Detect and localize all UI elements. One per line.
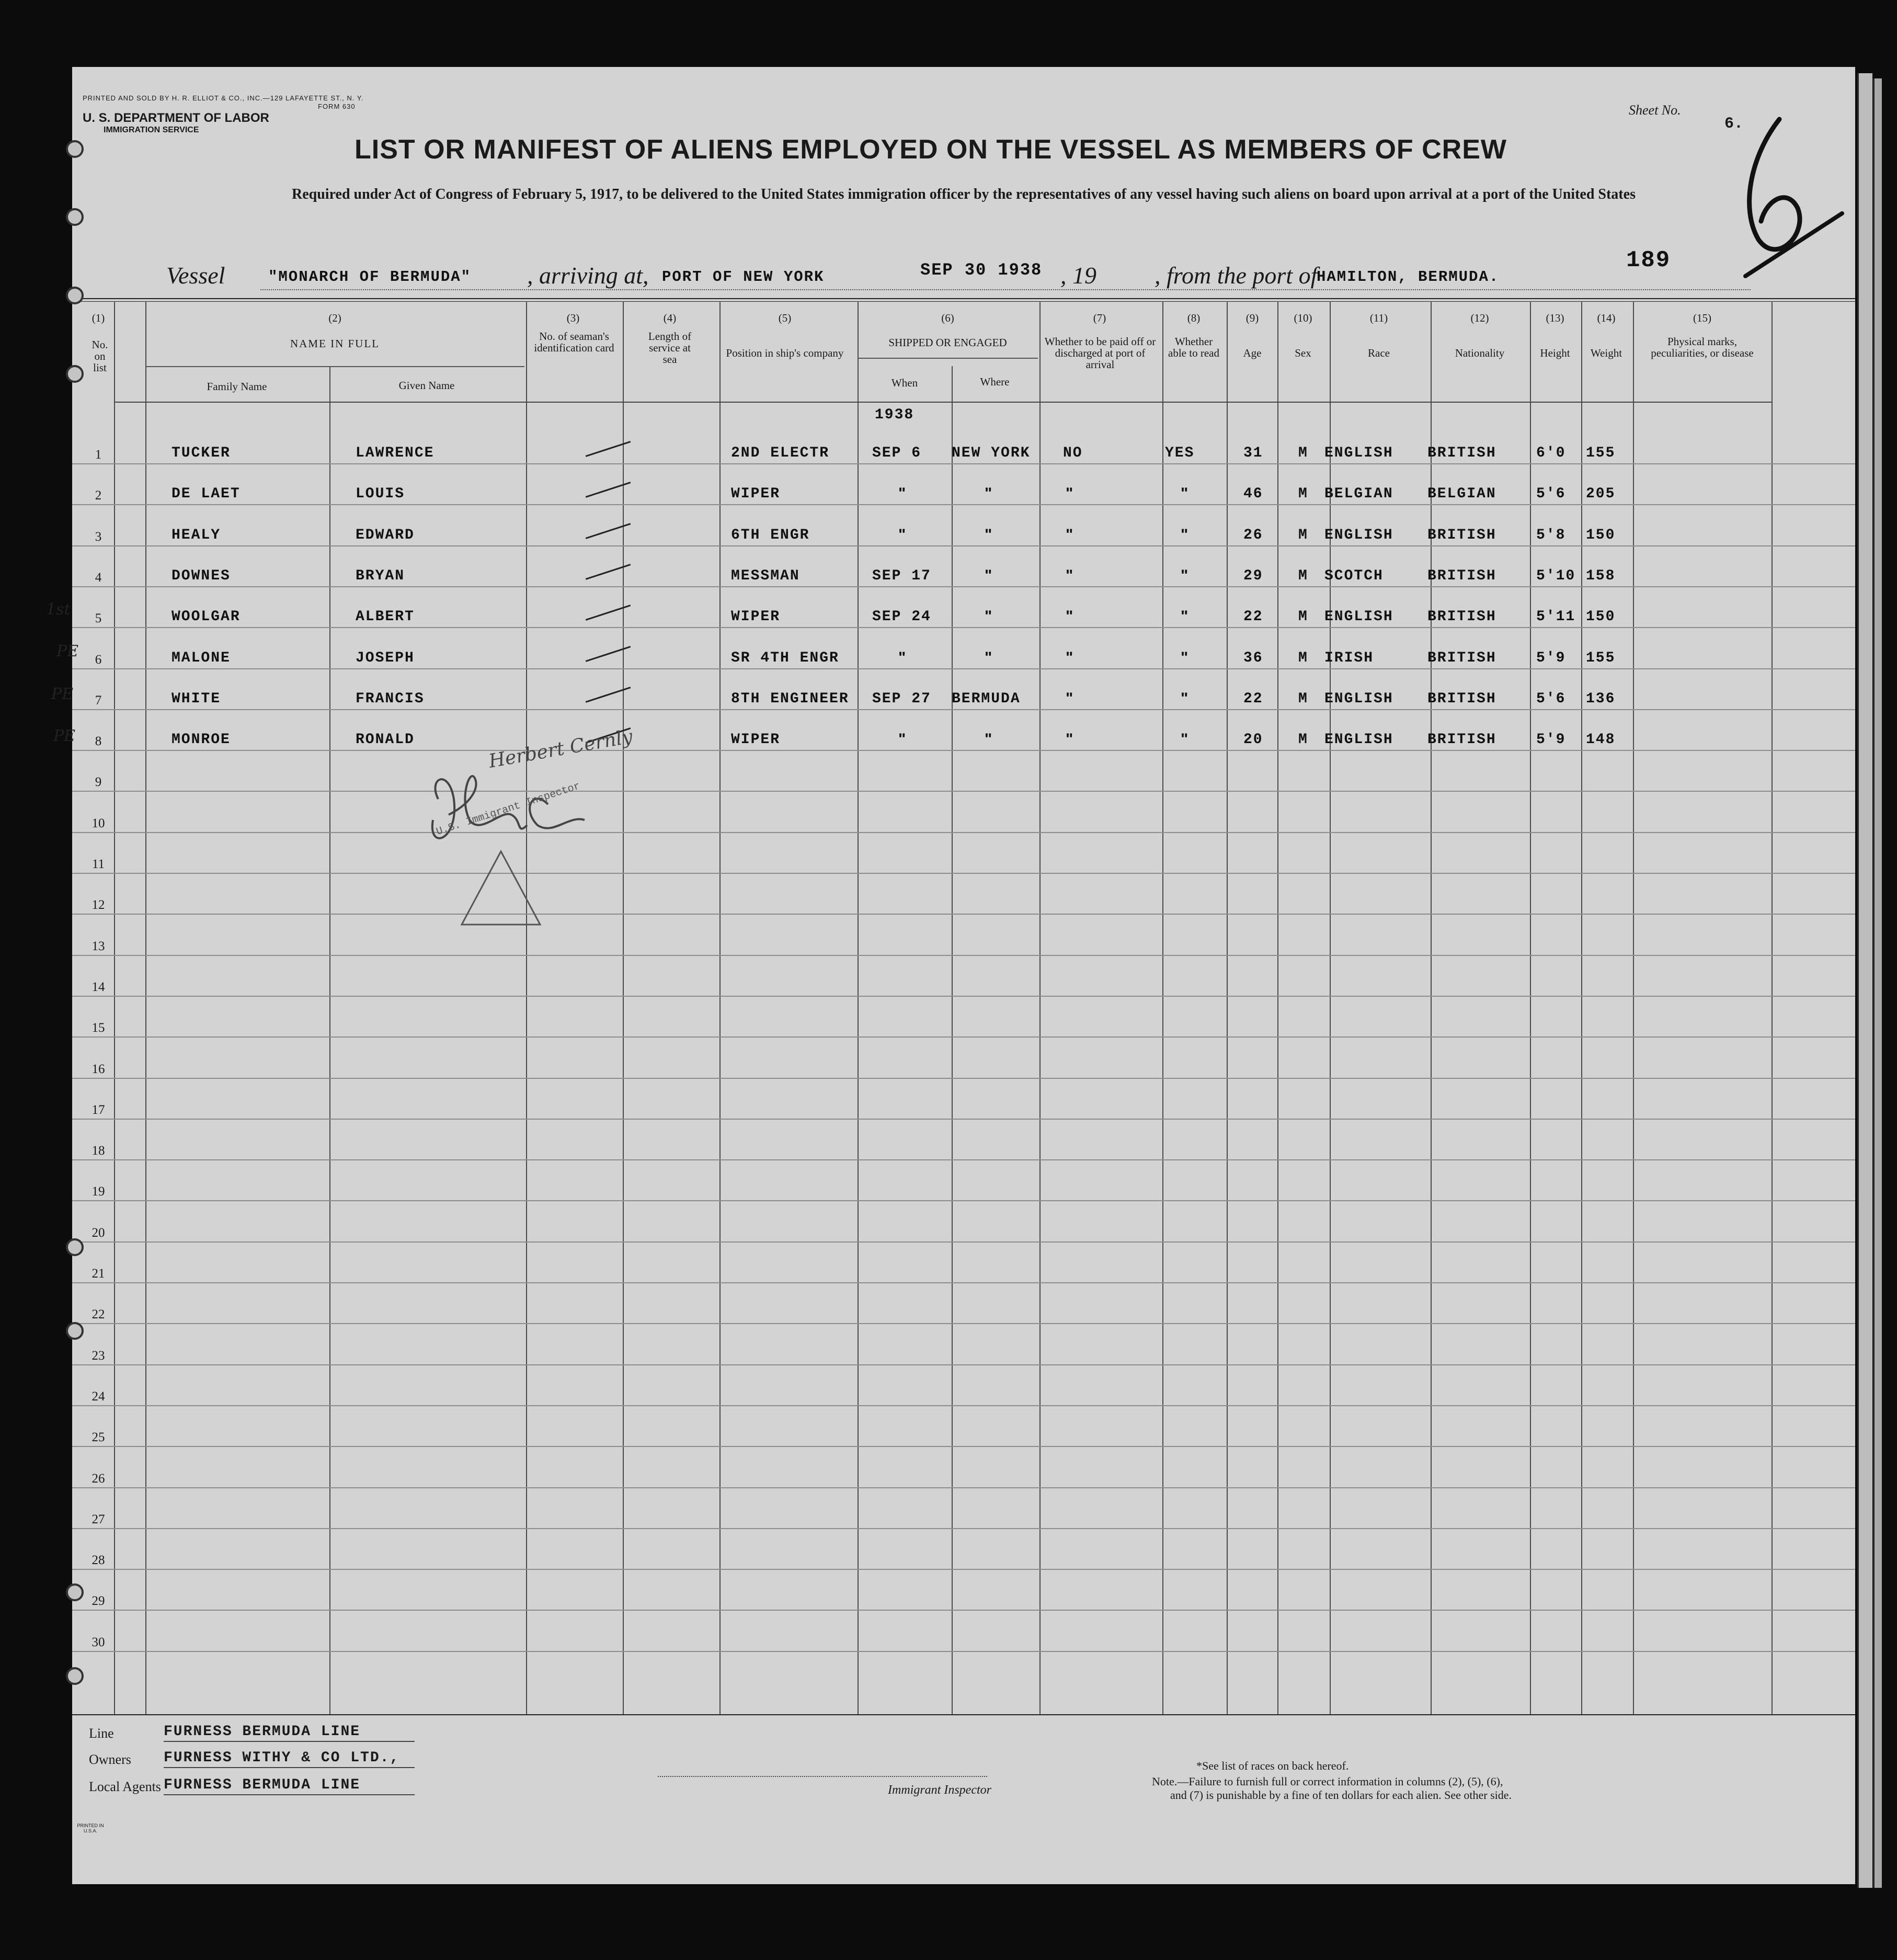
col11-num: (11): [1369, 312, 1388, 324]
family-name-header: Family Name: [207, 380, 267, 393]
cell-nat: BRITISH: [1427, 567, 1496, 584]
cell-weight: 148: [1586, 732, 1616, 748]
row-number: 2: [95, 488, 102, 503]
margin-note: PE: [51, 685, 74, 703]
row-number: 23: [92, 1348, 105, 1363]
list-number: 189: [1626, 247, 1671, 274]
row-rule: [72, 832, 1855, 833]
cell-given: LOUIS: [356, 486, 405, 503]
col14-header: Weight: [1590, 347, 1622, 359]
cell-race: BELGIAN: [1324, 486, 1393, 503]
column-rule: [526, 301, 527, 1714]
col14-num: (14): [1597, 312, 1616, 324]
cell-nat: BRITISH: [1427, 732, 1496, 748]
cell-weight: 150: [1586, 609, 1616, 625]
col13-num: (13): [1546, 312, 1564, 324]
column-rule: [145, 301, 146, 1714]
cell-where: ": [985, 526, 992, 543]
cell-height: 5'11: [1536, 609, 1576, 625]
column-rule: [858, 301, 859, 1714]
card-dash: [586, 605, 631, 621]
cell-age: 46: [1243, 486, 1263, 503]
cell-nat: BELGIAN: [1427, 486, 1496, 503]
cell-where: ": [985, 566, 992, 584]
cell-given: ALBERT: [356, 609, 415, 625]
cell-read: ": [1181, 566, 1189, 584]
arrival-date: SEP 30 1938: [920, 260, 1043, 280]
cell-height: 5'9: [1536, 649, 1566, 666]
card-dash: [586, 564, 631, 580]
cell-nat: BRITISH: [1427, 609, 1496, 625]
from-port: HAMILTON, BERMUDA.: [1317, 268, 1500, 286]
row-rule: [72, 873, 1855, 874]
cell-where: NEW YORK: [952, 445, 1031, 461]
owners-value: FURNESS WITHY & CO LTD.,: [164, 1750, 415, 1768]
cell-given: BRYAN: [356, 567, 405, 584]
cell-position: SR 4TH ENGR: [731, 649, 839, 666]
row-rule: [72, 791, 1855, 792]
punch-hole: [66, 287, 84, 304]
cell-nat: BRITISH: [1427, 649, 1496, 666]
column-rule: [1162, 301, 1163, 1714]
col7-num: (7): [1093, 312, 1106, 324]
cell-height: 5'6: [1536, 486, 1566, 503]
cell-paid: NO: [1063, 445, 1083, 461]
cell-age: 20: [1243, 732, 1263, 748]
row-rule: [72, 504, 1855, 505]
row-number: 6: [95, 652, 102, 667]
col1-header: No. on list: [92, 338, 108, 374]
row-number: 21: [92, 1267, 105, 1281]
row-rule: [72, 1282, 1855, 1283]
table-top-rule: [72, 298, 1855, 299]
punch-hole: [66, 1322, 84, 1340]
cell-given: JOSEPH: [356, 649, 415, 666]
margin-note: PE: [56, 642, 79, 660]
col8-num: (8): [1187, 312, 1201, 324]
cell-weight: 205: [1586, 486, 1616, 503]
cell-given: FRANCIS: [356, 690, 425, 707]
row-number: 12: [92, 898, 105, 913]
line-value: FURNESS BERMUDA LINE: [164, 1724, 415, 1742]
page-edge: [1873, 78, 1882, 1888]
col8-header: Whether able to read: [1168, 335, 1219, 359]
punch-hole: [66, 365, 84, 383]
row-rule: [72, 586, 1855, 587]
agents-value: FURNESS BERMUDA LINE: [164, 1777, 415, 1795]
col11-header: Race: [1368, 347, 1390, 359]
cell-when: SEP 24: [872, 609, 931, 625]
row-rule: [72, 668, 1855, 669]
cell-family: MALONE: [172, 649, 231, 666]
col7-header: Whether to be paid off or discharged at port of arrival: [1044, 335, 1156, 371]
row-rule: [72, 627, 1855, 628]
column-rule: [1330, 301, 1331, 1714]
row-number: 29: [92, 1594, 105, 1609]
row-number: 8: [95, 734, 102, 749]
cell-sex: M: [1298, 527, 1308, 543]
margin-note: PE: [53, 727, 76, 745]
cell-paid: ": [1066, 485, 1073, 503]
cell-given: RONALD: [356, 732, 415, 748]
col9-num: (9): [1245, 312, 1259, 324]
cell-age: 26: [1243, 527, 1263, 543]
row-number: 26: [92, 1471, 105, 1486]
column-rule: [1633, 301, 1634, 1714]
department: U. S. DEPARTMENT OF LABOR: [83, 111, 269, 125]
cell-when: SEP 27: [872, 690, 931, 707]
cell-height: 5'10: [1536, 567, 1576, 584]
cell-paid: ": [1066, 648, 1073, 666]
cell-where: ": [985, 731, 992, 748]
cell-race: ENGLISH: [1324, 690, 1393, 707]
cell-race: ENGLISH: [1324, 609, 1393, 625]
card-dash: [586, 482, 631, 498]
row-number: 25: [92, 1430, 105, 1445]
margin-note: 1st: [46, 600, 71, 619]
cell-weight: 155: [1586, 445, 1616, 461]
cell-where: BERMUDA: [952, 690, 1021, 707]
row-rule: [72, 463, 1855, 464]
card-dash: [586, 523, 631, 539]
row-number: 30: [92, 1635, 105, 1649]
cell-given: EDWARD: [356, 527, 415, 543]
page-subtitle: Required under Act of Congress of February 5, 1917, to be delivered to the United States immigration officer by the representatives of any vessel having such aliens on board upon arrival at a port of the United States: [292, 186, 1636, 202]
cell-family: TUCKER: [172, 445, 231, 461]
owners-label: Owners: [89, 1752, 131, 1767]
cell-race: IRISH: [1324, 649, 1374, 666]
column-rule: [1227, 301, 1228, 1714]
cell-family: DOWNES: [172, 567, 231, 584]
cell-height: 5'9: [1536, 732, 1566, 748]
cell-when: SEP 17: [872, 567, 931, 584]
column-rule: [1581, 301, 1582, 1714]
row-rule: [72, 1323, 1855, 1324]
cell-age: 36: [1243, 649, 1263, 666]
cell-where: ": [985, 648, 992, 666]
cell-read: YES: [1165, 445, 1195, 461]
stamp-signature: Herbert Cernly: [487, 726, 634, 772]
col12-header: Nationality: [1455, 347, 1505, 359]
col5-header: Position in ship's company: [726, 347, 844, 359]
col6-divider: [858, 358, 1038, 359]
row-rule: [72, 1119, 1855, 1120]
cell-position: WIPER: [731, 486, 781, 503]
col9-header: Age: [1243, 347, 1262, 359]
vessel-label: Vessel: [166, 262, 225, 289]
cell-read: ": [1181, 526, 1189, 543]
cell-nat: BRITISH: [1427, 445, 1496, 461]
cell-paid: ": [1066, 731, 1073, 748]
row-rule: [72, 1610, 1855, 1611]
cell-position: MESSMAN: [731, 567, 800, 584]
cell-age: 22: [1243, 609, 1263, 625]
cell-sex: M: [1298, 732, 1308, 748]
row-rule: [72, 1036, 1855, 1038]
col12-num: (12): [1470, 312, 1489, 324]
row-rule: [72, 1528, 1855, 1529]
card-dash: [586, 441, 631, 457]
cell-position: 2ND ELECTR: [731, 445, 830, 461]
column-rule: [952, 366, 953, 1714]
row-number: 18: [92, 1144, 105, 1158]
page-title: LIST OR MANIFEST OF ALIENS EMPLOYED ON THE VESSEL AS MEMBERS OF CREW: [355, 134, 1507, 165]
row-rule: [72, 1364, 1855, 1365]
col15-num: (15): [1693, 312, 1711, 324]
inspector-signature-line: [658, 1776, 987, 1777]
cell-when: SEP 6: [872, 445, 922, 461]
page-edge: [1857, 73, 1872, 1888]
punch-hole: [66, 1583, 84, 1601]
cell-weight: 150: [1586, 527, 1616, 543]
row-number: 5: [95, 611, 102, 626]
cell-when: ": [898, 731, 906, 748]
col3-num: (3): [566, 312, 580, 324]
form-number: FORM 630: [318, 102, 356, 110]
cell-position: WIPER: [731, 732, 781, 748]
printer-line: PRINTED AND SOLD BY H. R. ELLIOT & CO., INC.—129 LAFAYETTE ST., N. Y.: [83, 94, 364, 102]
stamp-text: U.S. Immigrant Inspector: [435, 780, 582, 838]
col1-num: (1): [92, 312, 105, 324]
row-number: 19: [92, 1184, 105, 1199]
arriving-label: , arriving at,: [527, 262, 649, 289]
year-label: , 19: [1060, 262, 1096, 289]
cell-nat: BRITISH: [1427, 690, 1496, 707]
col6-header: SHIPPED OR ENGAGED: [888, 336, 1007, 349]
cell-weight: 136: [1586, 690, 1616, 707]
row-number: 11: [92, 857, 105, 871]
row-number: 7: [95, 693, 102, 708]
when-header: When: [891, 377, 918, 389]
vessel-underline: [260, 289, 1751, 290]
row-number: 17: [92, 1102, 105, 1117]
row-number: 4: [95, 570, 102, 585]
cell-age: 31: [1243, 445, 1263, 461]
col10-num: (10): [1294, 312, 1312, 324]
cell-age: 22: [1243, 690, 1263, 707]
col10-header: Sex: [1295, 347, 1311, 359]
col6-num: (6): [941, 312, 954, 324]
cell-race: SCOTCH: [1324, 567, 1384, 584]
column-rule: [1772, 301, 1773, 1714]
column-rule: [114, 301, 115, 1714]
row-rule: [72, 1569, 1855, 1570]
arrival-port: PORT OF NEW YORK: [662, 268, 825, 286]
cell-when: ": [898, 526, 906, 543]
stamp-drawing: [417, 757, 616, 966]
row-number: 13: [92, 939, 105, 953]
row-rule: [72, 955, 1855, 956]
cell-when: ": [898, 485, 906, 503]
col4-header: Length of service at sea: [648, 330, 692, 366]
punch-hole: [66, 1238, 84, 1256]
where-header: Where: [980, 375, 1010, 388]
cell-weight: 155: [1586, 649, 1616, 666]
row-rule: [72, 1487, 1855, 1488]
cell-sex: M: [1298, 567, 1308, 584]
column-rule: [1277, 301, 1278, 1714]
row-rule: [72, 996, 1855, 997]
given-name-header: Given Name: [398, 379, 455, 392]
sheet-number: 6.: [1724, 115, 1744, 133]
row-rule: [72, 709, 1855, 710]
row-rule: [72, 1241, 1855, 1243]
col15-header: Physical marks, peculiarities, or disease: [1651, 335, 1754, 359]
from-label: , from the port of: [1155, 262, 1318, 289]
row-rule: [72, 1405, 1855, 1406]
row-rule: [72, 1200, 1855, 1201]
service: IMMIGRATION SERVICE: [104, 126, 199, 134]
col2-num: (2): [328, 312, 341, 324]
column-rule: [719, 301, 721, 1714]
row-rule: [72, 1078, 1855, 1079]
column-rule: [1039, 301, 1041, 1714]
row-number: 10: [92, 816, 105, 830]
col4-num: (4): [663, 312, 677, 324]
cell-height: 6'0: [1536, 445, 1566, 461]
cell-paid: ": [1066, 608, 1073, 625]
punch-hole: [66, 1667, 84, 1685]
col3-header: No. of seaman's identification card: [534, 330, 614, 354]
row-rule: [72, 1651, 1855, 1652]
cell-position: 6TH ENGR: [731, 527, 810, 543]
cell-family: WOOLGAR: [172, 609, 241, 625]
cell-read: ": [1181, 731, 1189, 748]
cell-paid: ": [1066, 526, 1073, 543]
inspector-stamp: [417, 726, 634, 966]
column-rule: [1530, 301, 1531, 1714]
cell-height: 5'6: [1536, 690, 1566, 707]
col2-divider: [145, 366, 524, 367]
row-number: 24: [92, 1389, 105, 1404]
line-label: Line: [89, 1726, 114, 1741]
row-rule: [72, 750, 1855, 751]
cell-family: MONROE: [172, 732, 231, 748]
sheet-label: Sheet No.: [1629, 102, 1681, 118]
row-number: 1: [95, 448, 102, 462]
punch-hole: [66, 140, 84, 158]
note-races: *See list of races on back hereof.: [1196, 1759, 1349, 1772]
row-number: 20: [92, 1225, 105, 1240]
footer-rule: [72, 1714, 1855, 1715]
row-rule: [72, 545, 1855, 546]
cell-sex: M: [1298, 649, 1308, 666]
cell-position: 8TH ENGINEER: [731, 690, 849, 707]
cell-where: ": [985, 608, 992, 625]
row-number: 27: [92, 1512, 105, 1526]
row-number: 28: [92, 1553, 105, 1568]
cell-family: HEALY: [172, 527, 221, 543]
cell-position: WIPER: [731, 609, 781, 625]
cell-read: ": [1181, 648, 1189, 666]
header-bottom-rule: [114, 402, 1772, 403]
year-above: 1938: [875, 407, 915, 423]
inspector-label: Immigrant Inspector: [888, 1783, 991, 1797]
cell-race: ENGLISH: [1324, 527, 1393, 543]
note-fine: and (7) is punishable by a fine of ten dollars for each alien. See other side.: [1170, 1788, 1512, 1802]
cell-paid: ": [1066, 566, 1073, 584]
column-rule: [1431, 301, 1432, 1714]
cell-given: LAWRENCE: [356, 445, 435, 461]
punch-hole: [66, 208, 84, 226]
card-dash: [586, 646, 631, 662]
vessel-name: "MONARCH OF BERMUDA": [268, 268, 472, 286]
row-rule: [72, 1446, 1855, 1447]
row-number: 9: [95, 775, 102, 790]
note-failure: Note.—Failure to furnish full or correct information in columns (2), (5), (6),: [1152, 1775, 1503, 1788]
cell-family: DE LAET: [172, 486, 241, 503]
printed-in-usa: PRINTED IN U.S.A.: [77, 1823, 104, 1833]
cell-sex: M: [1298, 690, 1308, 707]
column-rule: [623, 301, 624, 1714]
col2-header: NAME IN FULL: [290, 337, 380, 350]
cell-age: 29: [1243, 567, 1263, 584]
row-number: 16: [92, 1062, 105, 1076]
cell-read: ": [1181, 608, 1189, 625]
cell-weight: 158: [1586, 567, 1616, 584]
col13-header: Height: [1540, 347, 1570, 359]
row-number: 3: [95, 529, 102, 544]
row-rule: [72, 914, 1855, 915]
cell-sex: M: [1298, 609, 1308, 625]
row-number: 22: [92, 1307, 105, 1322]
agents-label: Local Agents: [89, 1779, 161, 1794]
table-top-rule-2: [72, 301, 1855, 302]
cell-when: ": [898, 648, 906, 666]
row-rule: [72, 1159, 1855, 1160]
cell-sex: M: [1298, 445, 1308, 461]
col5-num: (5): [778, 312, 792, 324]
cell-race: ENGLISH: [1324, 445, 1393, 461]
card-dash: [586, 687, 631, 703]
cell-where: ": [985, 485, 992, 503]
cell-read: ": [1181, 485, 1189, 503]
cell-height: 5'8: [1536, 527, 1566, 543]
row-number: 14: [92, 979, 105, 994]
cell-nat: BRITISH: [1427, 527, 1496, 543]
cell-paid: ": [1066, 689, 1073, 707]
cell-read: ": [1181, 689, 1189, 707]
cell-sex: M: [1298, 486, 1308, 503]
row-number: 15: [92, 1021, 105, 1035]
cell-family: WHITE: [172, 690, 221, 707]
column-rule: [329, 366, 330, 1714]
cell-race: ENGLISH: [1324, 732, 1393, 748]
manifest-sheet: [46, 67, 1855, 1884]
